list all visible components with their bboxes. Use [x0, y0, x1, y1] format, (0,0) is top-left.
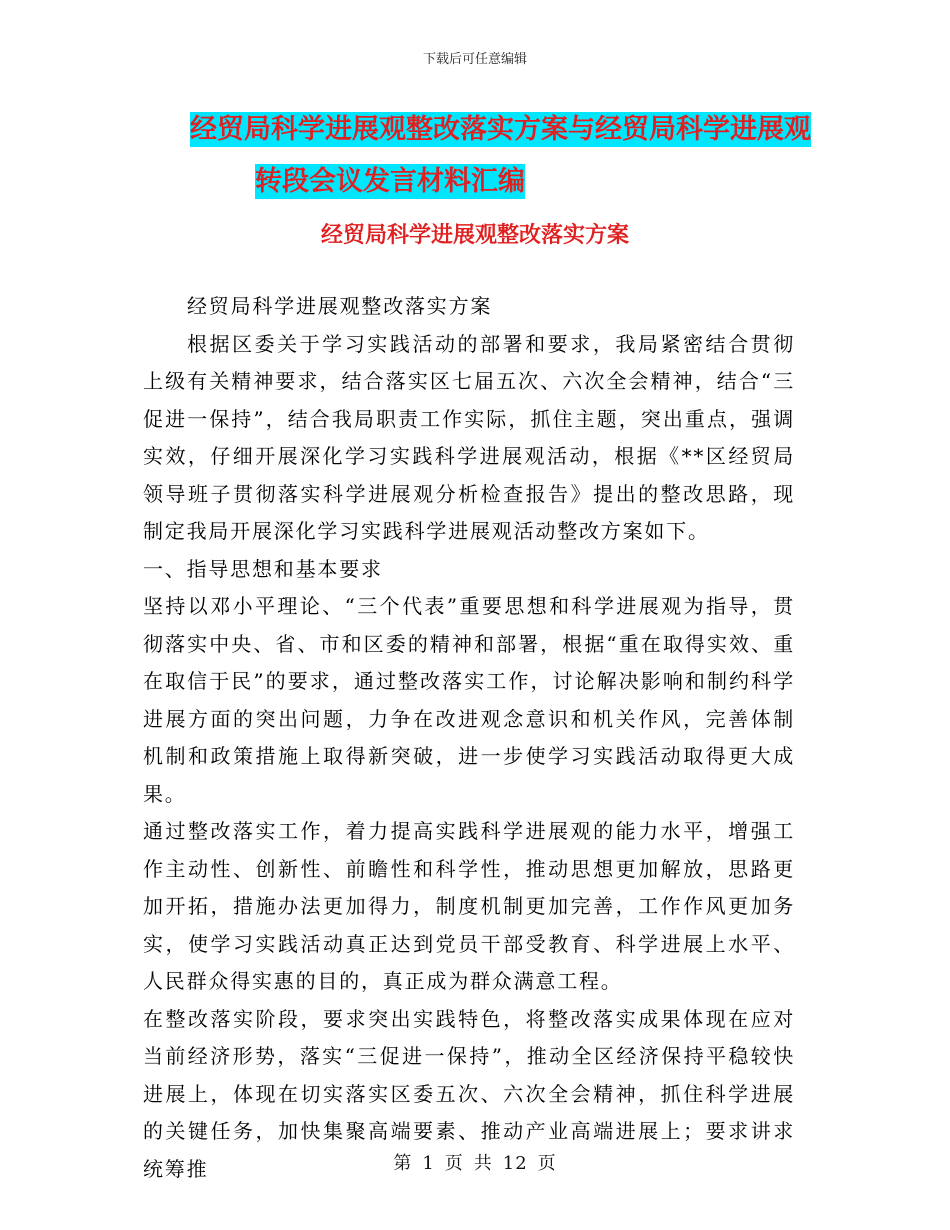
body-paragraph-intro: 根据区委关于学习实践活动的部署和要求，我局紧密结合贯彻上级有关精神要求，结合落实区七届五次、六次全会精神，结合“三促进一保持”，结合我局职责工作实际，抓住主题，突出重点，强调实效，仔细开展深化学习实践科学进展观活动，根据《**区经贸局领导班子贯彻落实科学进展观分析检查报告》提出的整改思路，现制定我局开展深化学习实践科学进展观活动整改方案如下。 — [143, 331, 795, 543]
page-footer — [0, 1152, 950, 1176]
body-heading-guiding-ideas: 一、指导思想和基本要求 — [143, 556, 383, 581]
document-title — [190, 104, 810, 208]
footer-total-pages: 12 — [502, 1153, 528, 1174]
section-heading: 经贸局科学进展观整改落实方案 — [320, 223, 629, 248]
document-title-line-1 — [190, 104, 810, 156]
document-body — [143, 288, 795, 1188]
footer-page-label: 第 — [393, 1153, 413, 1174]
footer-total-unit: 页 — [537, 1153, 557, 1174]
footer-page-unit: 页 — [444, 1153, 464, 1174]
body-paragraph-subtitle: 经贸局科学进展观整改落实方案 — [187, 294, 493, 318]
footer-page-number: 1 — [422, 1153, 435, 1174]
footer-total-label: 共 — [473, 1153, 493, 1174]
document-title-line-2 — [255, 156, 810, 208]
body-paragraph: 在整改落实阶段，要求突出实践特色，将整改落实成果体现在应对当前经济形势，落实“三促进一保持”，推动全区经济保持平稳较快进展上，体现在切实落实区委五次、六次全会精神，抓住科学进展的关键任务，加快集聚高端要素、推动产业高端进展上；要求讲求统筹推 — [143, 1006, 795, 1181]
title-highlight-1: 经贸局科学进展观整改落实方案与经贸局科学进展观 — [190, 114, 811, 145]
page-header-note: 下载后可任意编辑 — [422, 52, 527, 67]
body-paragraph: 坚持以邓小平理论、“三个代表”重要思想和科学进展观为指导，贯彻落实中央、省、市和区委的精神和部署，根据“重在取得实效、重在取信于民”的要求，通过整改落实工作，讨论解决影响和制约科学进展方面的突出问题，力争在改进观念意识和机关作风，完善体制机制和政策措施上取得新突破，进一步使学习实践活动取得更大成果。 — [143, 594, 795, 806]
body-paragraph: 通过整改落实工作，着力提高实践科学进展观的能力水平，增强工作主动性、创新性、前瞻性和科学性，推动思想更加解放，思路更加开拓，措施办法更加得力，制度机制更加完善，工作作风更加务实，使学习实践活动真正达到党员干部受教育、科学进展上水平、人民群众得实惠的目的，真正成为群众满意工程。 — [143, 819, 795, 993]
title-highlight-2: 转段会议发言材料汇编 — [255, 166, 525, 197]
